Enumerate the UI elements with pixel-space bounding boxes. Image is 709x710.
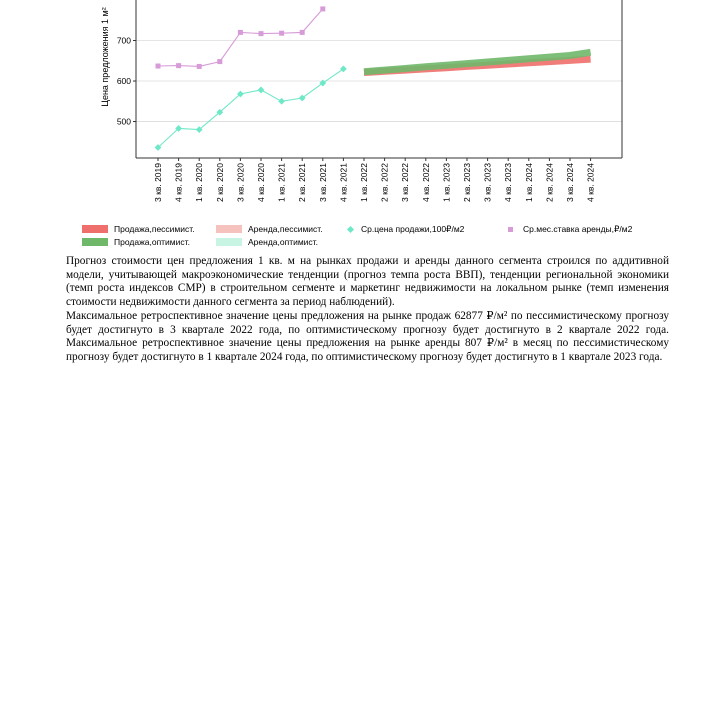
rent-rate-point (217, 59, 222, 64)
legend-label: Ср.мес.ставка аренды,₽/м2 (523, 224, 633, 234)
legend-item-rent-pessimistic (216, 224, 323, 234)
legend-swatch (82, 225, 108, 233)
legend-label: Продажа,оптимист. (114, 237, 190, 247)
y-axis-title: Цена предложения 1 м² (100, 7, 110, 107)
rent-rate-point (320, 6, 325, 11)
x-tick-label: 2 кв. 2020 (214, 163, 225, 202)
legend-swatch (82, 238, 108, 246)
rent-rate-point (300, 30, 305, 35)
x-tick-label: 3 кв. 2021 (317, 163, 328, 202)
legend-swatch (216, 225, 242, 233)
diamond-marker-icon (347, 226, 354, 233)
series-line (158, 9, 323, 67)
plot-area (100, 0, 622, 202)
x-tick-label: 4 кв. 2023 (503, 163, 514, 202)
x-tick-label: 2 кв. 2022 (379, 163, 390, 202)
x-tick-label: 1 кв. 2023 (441, 163, 452, 202)
x-tick-label: 4 кв. 2024 (585, 163, 596, 202)
rent-rate-point (156, 64, 161, 69)
rent-rate-point (279, 31, 284, 36)
report-text (66, 255, 669, 365)
legend-label: Продажа,пессимист. (114, 224, 195, 234)
x-tick-label: 1 кв. 2022 (359, 163, 369, 202)
x-tick-label: 3 кв. 2024 (565, 163, 575, 202)
x-tick-label: 4 кв. 2022 (420, 163, 431, 202)
x-tick-label: 3 кв. 2019 (153, 163, 163, 202)
chart-legend (82, 222, 652, 248)
paragraph-methodology: Прогноз стоимости цен предложения 1 кв. м на рынках продажи и аренды данного сегмента строился по аддитивной модели, учитывающей макроэкономические тенденции (прогноз темпа роста ВВП), тенденции региональной экономики (темп роста индексов СМР) в строительном сегменте и маркетинг недвижимости на локальном рынке (темп изменения стоимости недвижимости данного сегмента за период наблюдений). (66, 255, 669, 309)
legend-item-sale-price (338, 224, 464, 235)
sale-price-point (340, 65, 347, 72)
rent-rate-point (238, 30, 243, 35)
legend-label: Ср.цена продажи,100₽/м2 (361, 224, 465, 234)
x-tick-label: 2 кв. 2024 (544, 163, 555, 202)
x-tick-label: 3 кв. 2020 (235, 163, 246, 202)
x-tick-label: 2 кв. 2021 (297, 163, 308, 202)
x-tick-label: 4 кв. 2021 (338, 163, 349, 202)
paragraph-max-values: Максимальное ретроспективное значение цены предложения на рынке продаж 62877 ₽/м² по пессимистическому прогнозу будет достигнуто в 3 квартале 2022 года, по оптимистическому прогнозу будет достигнуто в 2 квартале 2022 года. Максимальное ретроспективное значение цены предложения на рынке аренды 807 ₽/м² в месяц по пессимистическому прогнозу будет достигнуто в 1 квартале 2024 года, по оптимистическому прогнозу будет достигнуто в 1 квартале 2023 года. (66, 309, 669, 363)
x-tick-label: 3 кв. 2023 (482, 163, 493, 202)
legend-label: Аренда,пессимист. (248, 224, 323, 234)
sale-price-point (278, 98, 285, 105)
rent-rate-point (176, 63, 181, 68)
y-tick-label: 700 (116, 35, 131, 46)
x-tick-label: 2 кв. 2023 (462, 163, 472, 202)
sale-price-point (258, 87, 265, 94)
rent-rate-point (197, 64, 202, 69)
x-tick-label: 1 кв. 2024 (523, 163, 534, 202)
x-tick-label: 1 кв. 2020 (194, 163, 205, 202)
legend-swatch (216, 238, 242, 246)
legend-item-sale-optimistic (82, 237, 190, 247)
legend-item-sale-pessimistic (82, 224, 195, 234)
legend-item-rent-optimistic (216, 237, 318, 247)
rent-rate-point (259, 31, 264, 36)
legend-label: Аренда,оптимист. (248, 237, 318, 247)
y-tick-label: 500 (116, 116, 131, 127)
forecast-chart (0, 0, 709, 222)
y-tick-label: 600 (116, 76, 131, 87)
x-tick-label: 4 кв. 2020 (256, 163, 266, 202)
x-tick-label: 4 кв. 2019 (173, 163, 184, 202)
x-tick-label: 1 кв. 2021 (276, 163, 287, 202)
square-marker-icon (508, 227, 513, 232)
legend-item-rent-rate (498, 224, 632, 235)
x-tick-label: 3 кв. 2022 (400, 163, 411, 202)
